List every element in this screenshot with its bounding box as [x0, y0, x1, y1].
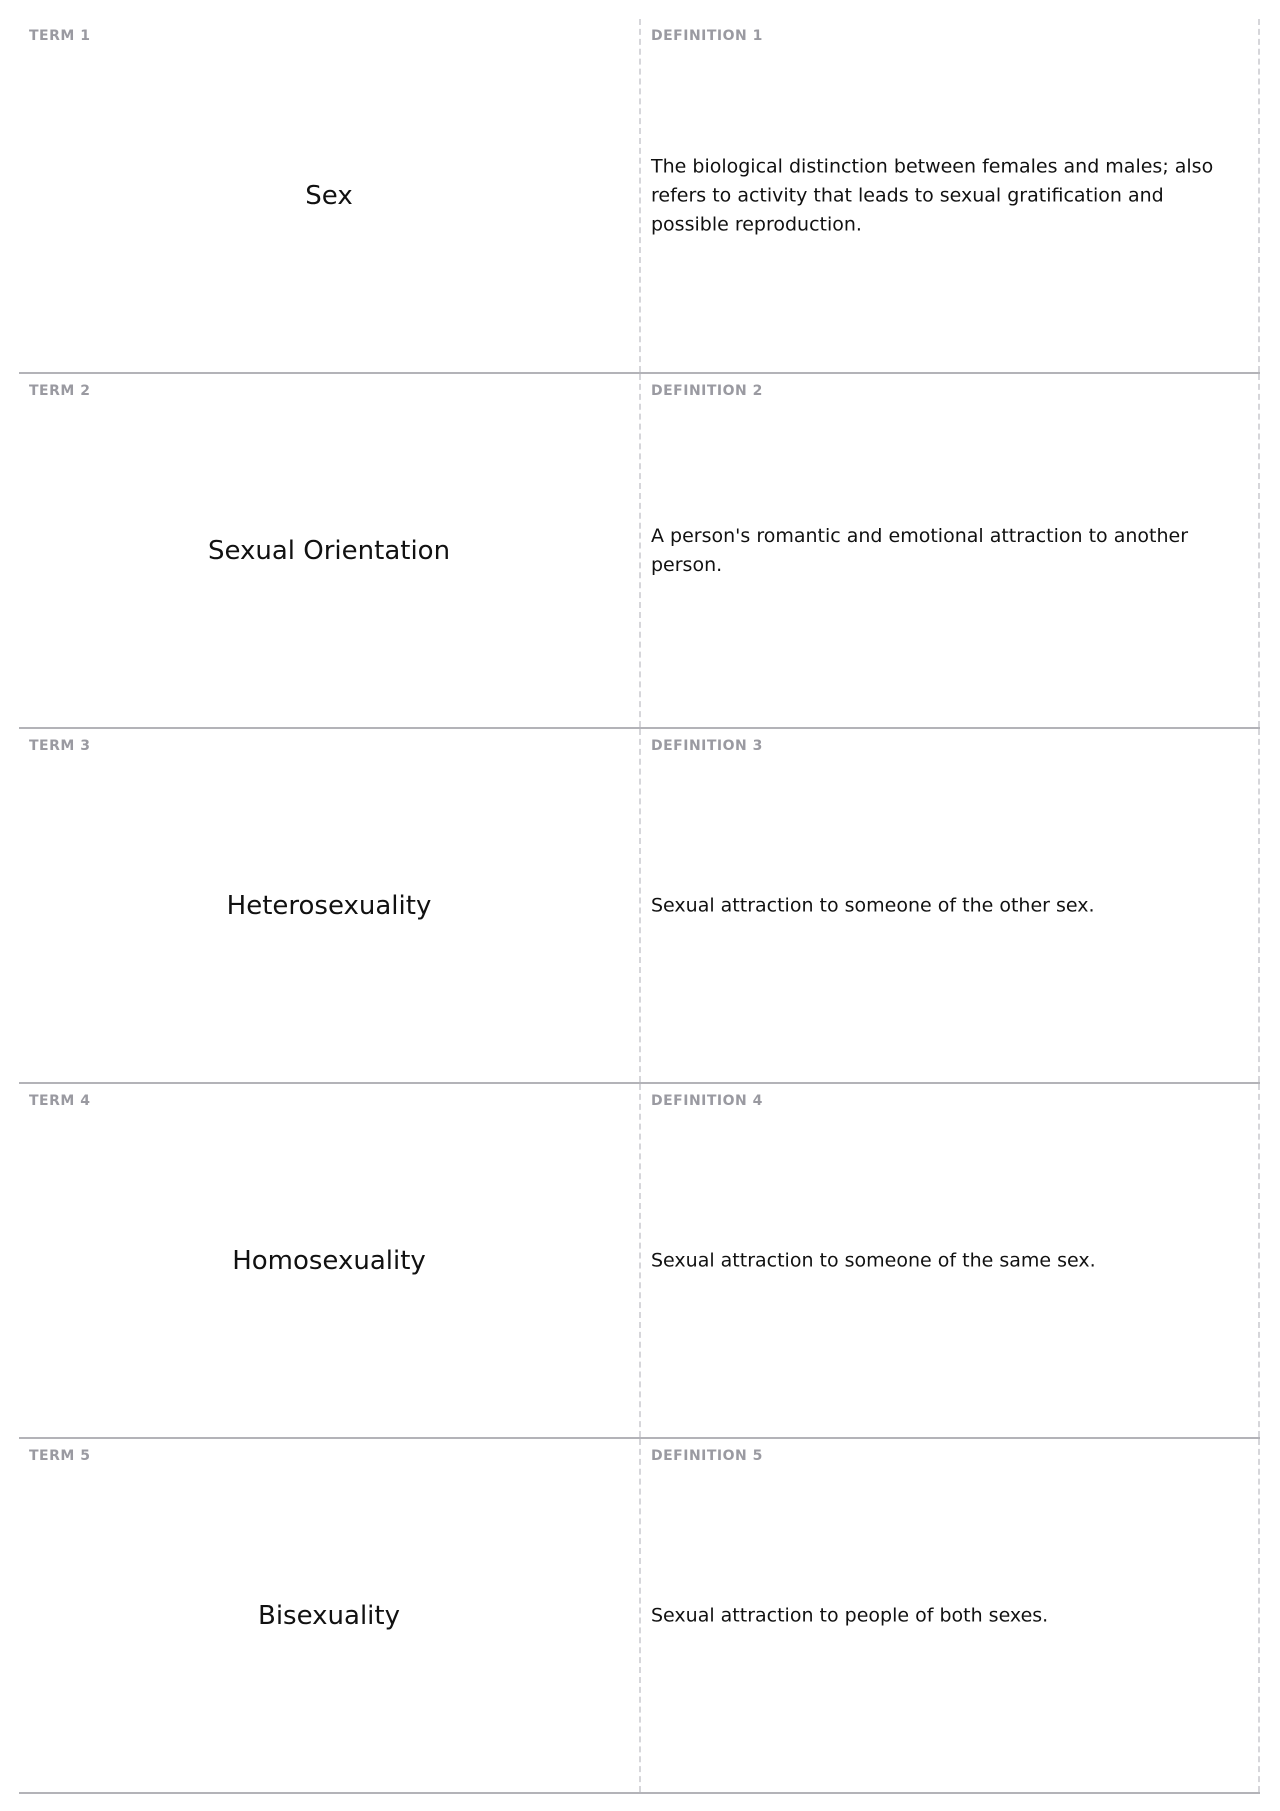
flashcard-row	[19, 729, 1260, 1084]
term-label: TERM 3	[29, 738, 91, 754]
term-cell	[19, 729, 641, 1082]
flashcard-row	[19, 1084, 1260, 1439]
term-cell	[19, 1084, 641, 1437]
definition-label: DEFINITION 1	[651, 28, 763, 44]
definition-text: Sexual attraction to people of both sexes.	[651, 1604, 1049, 1626]
term-text: Homosexuality	[232, 1245, 426, 1276]
term-cell	[19, 374, 641, 727]
term-cell	[19, 19, 641, 372]
definition-cell	[641, 1439, 1260, 1792]
definition-text: Sexual attraction to someone of the other sex.	[651, 894, 1095, 916]
definition-cell	[641, 19, 1260, 372]
definition-text: A person's romantic and emotional attraction to another person.	[651, 524, 1189, 576]
term-label: TERM 5	[29, 1448, 91, 1464]
flashcard-row	[19, 1439, 1260, 1794]
term-label: TERM 4	[29, 1093, 91, 1109]
term-label: TERM 2	[29, 383, 91, 399]
definition-text: The biological distinction between females and males; also refers to activity that leads to sexual gratification and possible reproduction.	[651, 155, 1214, 235]
definition-label: DEFINITION 4	[651, 1093, 763, 1109]
term-text: Bisexuality	[258, 1600, 400, 1631]
definition-label: DEFINITION 5	[651, 1448, 763, 1464]
term-text: Sexual Orientation	[207, 535, 451, 566]
term-cell	[19, 1439, 641, 1792]
flashcard-sheet	[19, 19, 1260, 1794]
term-text: Heterosexuality	[226, 890, 432, 921]
definition-cell	[641, 729, 1260, 1082]
definition-cell	[641, 1084, 1260, 1437]
definition-label: DEFINITION 2	[651, 383, 763, 399]
flashcard-row	[19, 19, 1260, 374]
term-label: TERM 1	[29, 28, 91, 44]
flashcard-row	[19, 374, 1260, 729]
definition-cell	[641, 374, 1260, 727]
term-text: Sex	[305, 180, 353, 211]
definition-label: DEFINITION 3	[651, 738, 763, 754]
definition-text: Sexual attraction to someone of the same sex.	[651, 1249, 1096, 1271]
